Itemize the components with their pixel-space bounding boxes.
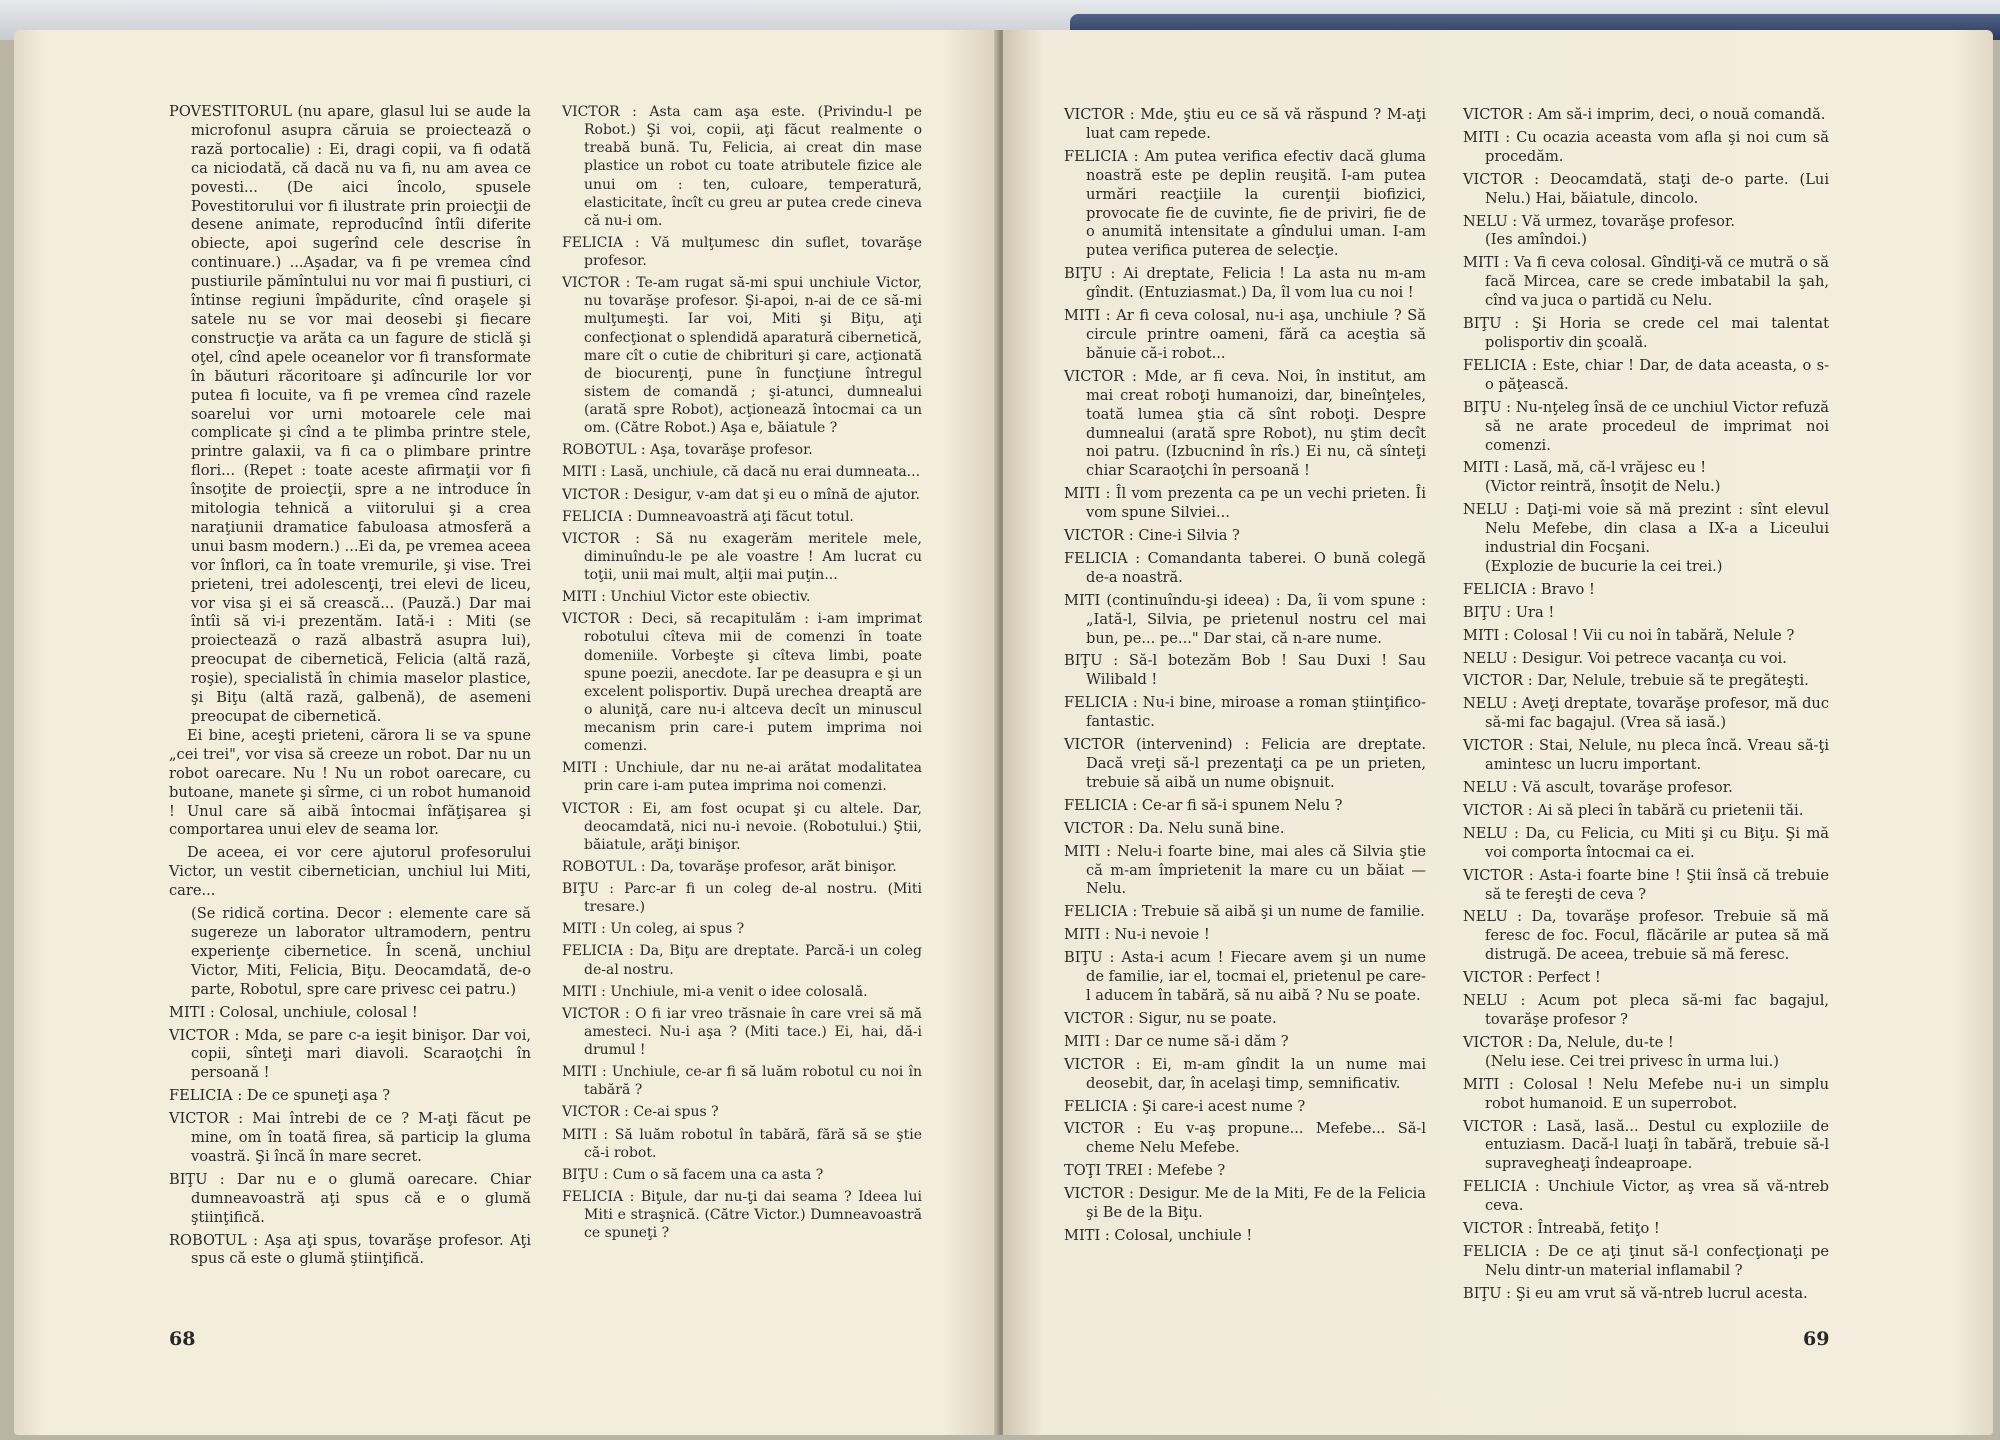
paragraph: NELU : Acum pot pleca să-mi fac bagajul, tovarăşe profesor ? (1463, 992, 1829, 1028)
paragraph: FELICIA : Trebuie să aibă şi un nume de familie. (1064, 903, 1425, 921)
paragraph: FELICIA : Comandanta taberei. O bună colegă de-a noastră. (1064, 549, 1426, 586)
paragraph: NELU : Daţi-mi voie să mă prezint : sînt elevul Nelu Mefebe, din clasa a IX-a a Liceului industrial din Focşani. (1463, 501, 1829, 557)
right-page-column-1 (1064, 106, 1426, 1246)
paragraph: VICTOR : O fi iar vreo trăsnaie în care vrei să mă amesteci. Nu-i aşa ? (Miti tace.) Ei, hai, dă-i drumul ! (562, 1005, 922, 1058)
paragraph: ROBOTUL : Aşa, tovarăşe profesor. (562, 442, 813, 459)
paragraph: MITI : Colosal ! Nelu Mefebe nu-i un simplu robot humanoid. E un superrobot. (1463, 1075, 1829, 1112)
paragraph: FELICIA : Este, chiar ! Dar, de data aceasta, o s-o păţească. (1463, 356, 1829, 393)
paragraph: MITI : Să luăm robotul în tabără, fără să se ştie că-i robot. (562, 1126, 922, 1161)
paragraph: MITI : Colosal ! Vii cu noi în tabără, Nelule ? (1463, 626, 1795, 644)
paragraph: (Nelu iese. Cei trei privesc în urma lui.) (1485, 1052, 1779, 1070)
paragraph: ROBOTUL : Da, tovarăşe profesor, arăt binişor. (562, 858, 897, 875)
paragraph: VICTOR : Întreabă, fetiţo ! (1463, 1220, 1660, 1238)
paragraph: NELU : Da, tovarăşe profesor. Trebuie să mă feresc de foc. Focul, flăcările ar putea să mă distrugă. De aceea, trebuie să mă feresc. (1463, 908, 1829, 964)
left-page (14, 30, 999, 1435)
paragraph: (Ies amîndoi.) (1485, 231, 1587, 249)
paragraph: FELICIA : Ce-ar fi să-i spunem Nelu ? (1064, 796, 1343, 814)
paragraph: BIŢU : Ura ! (1463, 603, 1555, 621)
paragraph: MITI : Unchiule, ce-ar fi să luăm robotul cu noi în tabără ? (562, 1064, 922, 1099)
paragraph: FELICIA : Da, Biţu are dreptate. Parcă-i un coleg de-al nostru. (562, 943, 922, 978)
paragraph: VICTOR : Sigur, nu se poate. (1064, 1009, 1277, 1027)
paragraph: VICTOR : Dar, Nelule, trebuie să te pregăteşti. (1463, 672, 1809, 690)
paragraph: BIŢU : Dar nu e o glumă oarecare. Chiar dumneavoastră aţi spus că e o glumă ştiinţifică. (169, 1170, 531, 1226)
paragraph: FELICIA : Nu-i bine, miroase a roman ştiinţifico-fantastic. (1064, 694, 1426, 731)
paragraph: FELICIA : Unchiule Victor, aş vrea să vă-ntreb ceva. (1463, 1178, 1829, 1215)
paragraph: VICTOR : Ei, m-am gîndit la un nume mai deosebit, dar, în acelaşi timp, semnificativ. (1064, 1055, 1426, 1092)
paragraph: ROBOTUL : Aşa aţi spus, tovarăşe profesor. Aţi spus că este o glumă ştiinţifică. (169, 1231, 531, 1268)
paragraph: TOŢI TREI : Mefebe ? (1064, 1162, 1226, 1180)
right-page-column-2 (1463, 106, 1829, 1304)
paragraph: VICTOR : Mai întrebi de ce ? M-aţi făcut pe mine, om în toată firea, să particip la gluma voastră. Şi încă în mare secret. (169, 1110, 531, 1165)
page-number-left: 68 (169, 1328, 196, 1350)
paragraph: De aceea, ei vor cere ajutorul profesorului Victor, un vestit cibernetician, unchiul lui Miti, care... (169, 844, 531, 900)
paragraph: VICTOR : Da, Nelule, du-te ! (1463, 1033, 1674, 1051)
paragraph: VICTOR : Lasă, lasă... Destul cu exploziile de entuziasm. Dacă-l luaţi în tabără, trebuie să-l supravegheaţi îndeaproape. (1463, 1117, 1829, 1173)
paragraph: BIŢU : Să-l botezăm Bob ! Sau Duxi ! Sau Wilibald ! (1064, 652, 1426, 689)
paragraph: VICTOR : Ei, am fost ocupat şi cu altele. Dar, deocamdată, nici nu-i nevoie. (Robotului.) Ştii, băiatule, arăţi binişor. (562, 800, 922, 853)
paragraph: NELU : Vă urmez, tovarăşe profesor. (1463, 212, 1735, 230)
paragraph: VICTOR : Să nu exagerăm meritele mele, diminuîndu-le pe ale voastre ! Am lucrat cu toţii, unii mai mult, alţii mai puţin... (562, 530, 922, 583)
paragraph: BIŢU : Nu-nţeleg însă de ce unchiul Victor refuză să ne arate procedeul de imprimat noi comenzi. (1463, 398, 1829, 454)
paragraph: Ei bine, aceşti prieteni, cărora li se va spune „cei trei", vor visa să creeze un robot. Dar nu un robot oarecare. Nu ! Nu un robot oarecare, cu butoane, manete şi sîrme, ci un robot humanoid ! Unul care să aibă întocmai înfăţişarea şi comportarea unui elev de seama lor. (169, 726, 531, 839)
paragraph: VICTOR : Desigur, v-am dat şi eu o mînă de ajutor. (562, 486, 920, 503)
paragraph: VICTOR : Da. Nelu sună bine. (1064, 819, 1285, 837)
paragraph: MITI : Îl vom prezenta ca pe un vechi prieten. Îi vom spune Silviei... (1064, 485, 1426, 522)
paragraph: VICTOR : Stai, Nelule, nu pleca încă. Vreau să-ţi amintesc un lucru important. (1463, 737, 1829, 774)
paragraph: BIŢU : Asta-i acum ! Fiecare avem şi un nume de familie, iar el, tocmai el, prietenul pe care-l aducem în tabără, să nu aibă ? Nu se poate. (1064, 949, 1426, 1004)
paragraph: MITI : Cu ocazia aceasta vom afla şi noi cum să procedăm. (1463, 128, 1829, 165)
paragraph: VICTOR : Deci, să recapitulăm : i-am imprimat robotului cîteva mii de comenzi în toate domeniile. Vorbeşte şi cîteva limbi, poate spune poezii, anecdote. Iar pe deasupra e şi un excelent polisportiv. După urechea dreaptă are o aluniţă, care nu-i altceva decît un minuscul mecanism prin care-i putem imprima noi comenzi. (562, 611, 922, 755)
paragraph: VICTOR : Mde, ştiu eu ce să vă răspund ? M-aţi luat cam repede. (1064, 106, 1426, 142)
paragraph: VICTOR : Asta-i foarte bine ! Ştii însă că trebuie să te fereşti de ceva ? (1463, 866, 1829, 903)
paragraph: NELU : Aveţi dreptate, tovarăşe profesor, mă duc să-mi fac bagajul. (Vrea să iasă.) (1463, 695, 1829, 732)
paragraph: MITI (continuîndu-şi ideea) : Da, îi vom spune : „Iată-l, Silvia, pe prietenul nostru cel mai bun, pe... pe..." Dar stai, că n-are nume. (1064, 591, 1426, 647)
paragraph: (Explozie de bucurie la cei trei.) (1485, 557, 1723, 575)
paragraph: VICTOR : Te-am rugat să-mi spui unchiule Victor, nu tovarăşe profesor. Şi-apoi, n-ai de ce să-mi mulţumeşti. Iar voi, Miti şi Biţu, aţi confecţionat o splendidă aparatură cibernetică, mare cît o cutie de chibrituri şi care, acţionată de biocurenţi, pune în funcţiune întregul sistem de comandă ; şi-atunci, dumnealui (arată spre Robot), acţionează întocmai ca un om. (Către Robot.) Aşa e, băiatule ? (562, 275, 922, 437)
paragraph: VICTOR : Mda, se pare c-a ieşit binişor. Dar voi, copii, sînteţi mari diavoli. Scaraoţchi în persoană ! (169, 1026, 531, 1082)
paragraph: FELICIA : Dumneavoastră aţi făcut totul. (562, 508, 854, 525)
paragraph: MITI : Nelu-i foarte bine, mai ales că Silvia ştie că m-am împrietenit la mare cu un băiat — Nelu. (1064, 842, 1426, 898)
paragraph: MITI : Dar ce nume să-i dăm ? (1064, 1032, 1289, 1050)
left-page-column-2 (562, 103, 922, 1242)
paragraph: MITI : Unchiul Victor este obiectiv. (562, 589, 811, 606)
paragraph: VICTOR : Eu v-aş propune... Mefebe... Să-l cheme Nelu Mefebe. (1064, 1120, 1426, 1157)
paragraph: MITI : Lasă, mă, că-l vrăjesc eu ! (1463, 459, 1707, 477)
paragraph: MITI : Unchiule, dar nu ne-ai arătat modalitatea prin care i-am putea imprima noi comenzi. (562, 760, 922, 795)
paragraph: FELICIA : De ce spuneţi aşa ? (169, 1087, 391, 1105)
paragraph: VICTOR : Desigur. Me de la Miti, Fe de la Felicia şi Be de la Biţu. (1064, 1185, 1426, 1222)
left-page-column-1 (169, 103, 531, 1269)
paragraph: MITI : Nu-i nevoie ! (1064, 926, 1210, 944)
paragraph: MITI : Va fi ceva colosal. Gîndiţi-vă ce mutră o să facă Mircea, care se crede imbatabil la şah, cînd va juca o partidă cu Nelu. (1463, 254, 1829, 310)
paragraph: VICTOR (intervenind) : Felicia are dreptate. Dacă vreţi să-l prezentaţi ca pe un prieten, trebuie să aibă un nume obişnuit. (1064, 736, 1426, 791)
paragraph: VICTOR : Cine-i Silvia ? (1064, 527, 1240, 545)
paragraph: MITI : Colosal, unchiule ! (1064, 1226, 1253, 1244)
paragraph: FELICIA : De ce aţi ţinut să-l confecţionaţi pe Nelu dintr-un material inflamabil ? (1463, 1242, 1829, 1279)
paragraph: (Victor reintră, însoţit de Nelu.) (1485, 478, 1721, 496)
paragraph: MITI : Colosal, unchiule, colosal ! (169, 1003, 418, 1021)
paragraph: BIŢU : Parc-ar fi un coleg de-al nostru. (Miti tresare.) (562, 881, 922, 916)
paragraph: FELICIA : Am putea verifica efectiv dacă gluma noastră este pe deplin reuşită. I-am putea urmări reacţiile la curenţii biofizici, provocate fie de cuvinte, fie de priviri, fie de o anumită intensitate a gîndului uman. I-am putea verifica puterea de selecţie. (1064, 147, 1426, 260)
paragraph: VICTOR : Mde, ar fi ceva. Noi, în institut, am mai creat roboţi humanoizi, dar, bineînţeles, toată lumea ştia că sînt roboţi. Despre dumnealui (arată spre Robot), nu ştim decît noi patru. (Izbucnind în rîs.) Ei nu, că sînteţi chiar Scaraoţchi în persoană ! (1064, 367, 1426, 480)
paragraph: VICTOR : Am să-i imprim, deci, o nouă comandă. (1463, 106, 1826, 123)
paragraph: BIŢU : Şi eu am vrut să vă-ntreb lucrul acesta. (1463, 1284, 1808, 1302)
right-page (1003, 30, 1993, 1435)
paragraph: VICTOR : Ai să pleci în tabără cu prietenii tăi. (1463, 801, 1804, 819)
paragraph: BIŢU : Ai dreptate, Felicia ! La asta nu m-am gîndit. (Entuziasmat.) Da, îl vom lua cu noi ! (1064, 265, 1426, 302)
paragraph: MITI : Ar fi ceva colosal, nu-i aşa, unchiule ? Să circule printre oameni, fără ca aceştia să bănuie că-i robot... (1064, 307, 1426, 362)
paragraph: NELU : Desigur. Voi petrece vacanţa cu voi. (1463, 649, 1787, 667)
paragraph: VICTOR : Asta cam aşa este. (Privindu-l pe Robot.) Şi voi, copii, aţi făcut realmente o treabă bună. Tu, Felicia, ai creat din mase plastice un robot cu toate atributele fizice ale unui om : ten, culoare, temperatură, elasticitate, încît cu greu ar putea crede cineva că nu-i om. (562, 104, 922, 229)
paragraph: NELU : Da, cu Felicia, cu Miti şi cu Biţu. Şi mă voi comporta întocmai ca ei. (1463, 824, 1829, 861)
paragraph: BIŢU : Şi Horia se crede cel mai talentat polisportiv din şcoală. (1463, 315, 1829, 351)
paragraph: VICTOR : Ce-ai spus ? (562, 1104, 719, 1121)
paragraph: MITI : Lasă, unchiule, că dacă nu erai dumneata... (562, 464, 921, 481)
paragraph: MITI : Unchiule, mi-a venit o idee colosală. (562, 983, 868, 1000)
paragraph: NELU : Vă ascult, tovarăşe profesor. (1463, 779, 1733, 796)
paragraph: FELICIA : Bravo ! (1463, 580, 1595, 598)
page-number-right: 69 (1803, 1328, 1830, 1350)
paragraph: MITI : Un coleg, ai spus ? (562, 921, 745, 938)
paragraph: VICTOR : Perfect ! (1463, 969, 1601, 987)
paragraph: VICTOR : Deocamdată, staţi de-o parte. (Lui Nelu.) Hai, băiatule, dincolo. (1463, 170, 1829, 207)
paragraph: FELICIA : Şi care-i acest nume ? (1064, 1097, 1306, 1115)
paragraph: POVESTITORUL (nu apare, glasul lui se aude la microfonul asupra căruia se proiectează o rază portocalie) : Ei, dragi copii, va fi odată ca niciodată, că dacă nu va fi, nu am avea ce povesti... (De aici încolo, spusele Povestitorului vor fi ilustrate prin proiecţii de desene animate, reproducînd întîi diferite obiecte, apoi sugerînd cele descrise în continuare.) ...Aşadar, va fi pe vremea cînd pustiurile pămîntului nu vor mai fi pustiuri, ci întinse regiuni împădurite, cînd oraşele şi satele nu se vor mai deosebi şi fiecare construcţie va arăta ca un fagure de sticlă şi oţel, cînd apele oceanelor vor fi transformate în băuturi răcoritoare şi adîncurile lor vor putea fi locuite, va fi pe vremea cînd razele soarelui vor urni motoarele cele mai complicate şi cînd a te plimba printre stele, printre galaxii, va fi ca o plimbare printre flori... (Repet : toate aceste afirmaţii vor fi însoţite de proiecţii, spre a ne introduce în mitologia tehnică a viitorului şi a crea naraţiunii dramatice fabuloasa atmosferă a unui basm modern.) ...Ei da, pe vremea aceea vor înflori, ca în toate vremurile, şi vise. Trei prieteni, trei adolescenţi, trei elevi de liceu, vor visa şi ei să crească... (Pauză.) Dar mai întîi să vi-i prezentăm. Iată-i : Miti (se proiectează o rază albastră asupra lui), preocupat de cibernetică, Felicia (altă rază, roşie), specialistă în chimia maselor plastice, şi Biţu (altă rază, galbenă), de asemeni preocupat de cibernetică. (169, 103, 531, 725)
paragraph: BIŢU : Cum o să facem una ca asta ? (562, 1166, 824, 1183)
paragraph: FELICIA : Biţule, dar nu-ţi dai seama ? Ideea lui Miti e straşnică. (Către Victor.) Dumneavoastră ce spuneţi ? (562, 1188, 922, 1242)
paragraph: (Se ridică cortina. Decor : elemente care să sugereze un laborator ultramodern, pentru experienţe cibernetice. În scenă, unchiul Victor, Miti, Felicia, Biţu. Deocamdată, de-o parte, Robotul, spre care privesc cei patru.) (191, 905, 531, 998)
paragraph: FELICIA : Vă mulţumesc din suflet, tovarăşe profesor. (562, 234, 922, 269)
